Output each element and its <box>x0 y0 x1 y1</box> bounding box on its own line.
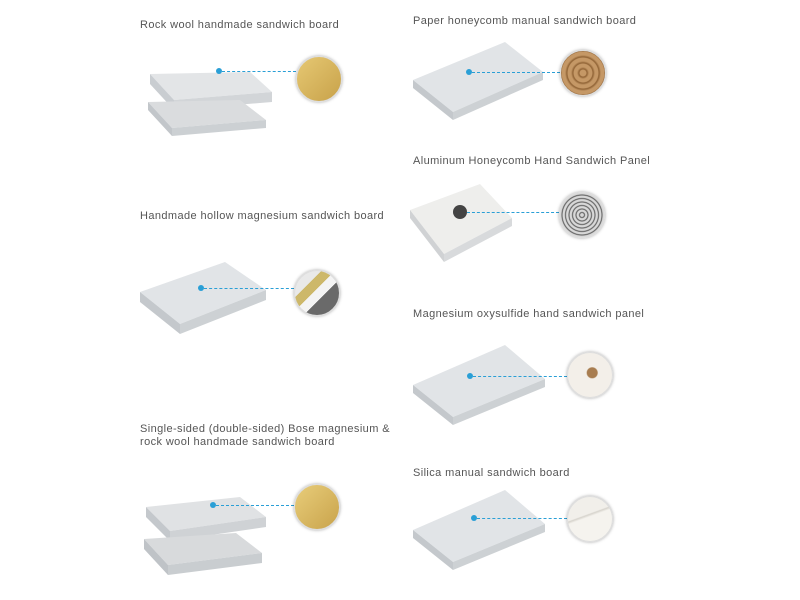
aluminum-honeycomb-board-image <box>410 182 515 264</box>
product-title-silica: Silica manual sandwich board <box>413 467 570 479</box>
magnesium-oxysulfide-board-image <box>413 345 548 425</box>
paper-honeycomb-board-image <box>413 42 548 120</box>
product-title-paper-honeycomb: Paper honeycomb manual sandwich board <box>413 15 637 27</box>
rock-wool-board-image <box>140 62 275 137</box>
callout-line <box>472 72 560 73</box>
magnesium-oxysulfide-core-icon <box>567 352 613 398</box>
hollow-magnesium-core-icon <box>294 270 340 316</box>
product-title-line-2: rock wool handmade sandwich board <box>140 436 335 448</box>
callout-line <box>467 212 559 213</box>
hollow-magnesium-board-image <box>140 262 270 338</box>
callout-line <box>477 518 567 519</box>
product-title-line-1: Single-sided (double-sided) Bose magnesium & <box>140 423 390 435</box>
callout-line <box>222 71 296 72</box>
product-title-aluminum-honeycomb: Aluminum Honeycomb Hand Sandwich Panel <box>413 155 651 167</box>
product-title-bose-magnesium-rock-wool <box>140 423 390 449</box>
silica-core-icon <box>567 496 613 542</box>
paper-honeycomb-core-icon <box>560 50 606 96</box>
callout-line <box>473 376 567 377</box>
bose-magnesium-board-image <box>140 495 270 577</box>
callout-line <box>204 288 294 289</box>
silica-board-image <box>413 490 548 570</box>
callout-line <box>216 505 294 506</box>
rock-wool-core-icon <box>294 484 340 530</box>
aluminum-honeycomb-core-icon <box>559 192 605 238</box>
rock-wool-core-icon <box>296 56 342 102</box>
product-title-hollow-magnesium: Handmade hollow magnesium sandwich board <box>140 210 385 222</box>
product-title-rock-wool: Rock wool handmade sandwich board <box>140 19 340 31</box>
product-title-magnesium-oxysulfide: Magnesium oxysulfide hand sandwich panel <box>413 308 645 320</box>
